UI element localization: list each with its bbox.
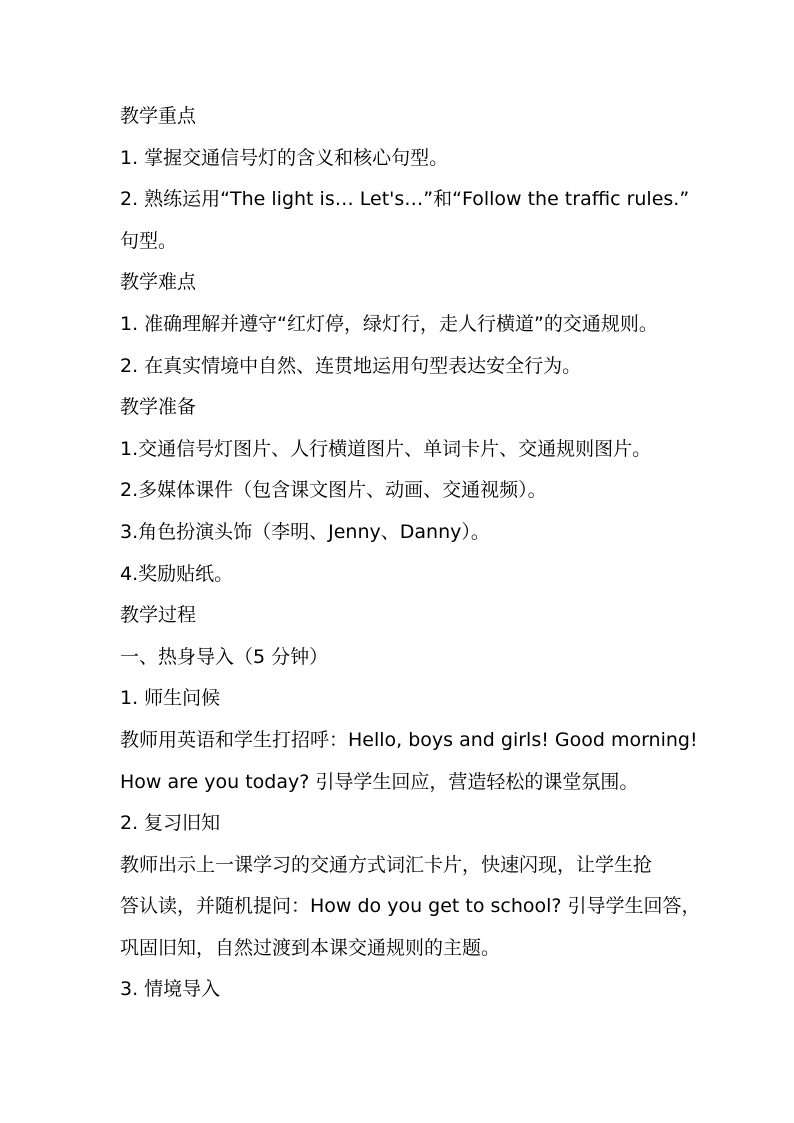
process-paragraph-line: 答认读，并随机提问：How do you get to school? 引导学生回答， bbox=[120, 895, 701, 918]
section-heading-difficulties: 教学难点 bbox=[120, 271, 197, 294]
preparation-4: 4.奖励贴纸。 bbox=[120, 562, 234, 585]
preparation-3: 3.角色扮演头饰（李明、Jenny、Danny）。 bbox=[120, 520, 490, 543]
key-point-2-continued: 句型。 bbox=[120, 229, 178, 252]
process-item-scenario: 3. 情境导入 bbox=[120, 978, 221, 1001]
section-heading-preparation: 教学准备 bbox=[120, 396, 197, 419]
document-body bbox=[120, 96, 700, 1011]
preparation-1: 1.交通信号灯图片、人行横道图片、单词卡片、交通规则图片。 bbox=[120, 437, 652, 460]
preparation-2: 2.多媒体课件（包含课文图片、动画、交通视频）。 bbox=[120, 479, 547, 502]
process-step-heading: 一、热身导入（5 分钟） bbox=[120, 645, 329, 668]
key-point-1: 1. 掌握交通信号灯的含义和核心句型。 bbox=[120, 146, 449, 169]
difficulty-1: 1. 准确理解并遵守“红灯停，绿灯行，走人行横道”的交通规则。 bbox=[120, 312, 658, 335]
difficulty-2: 2. 在真实情境中自然、连贯地运用句型表达安全行为。 bbox=[120, 354, 582, 377]
process-item-review: 2. 复习旧知 bbox=[120, 812, 221, 835]
process-item-greeting: 1. 师生问候 bbox=[120, 687, 221, 710]
process-paragraph-line: How are you today? 引导学生回应，营造轻松的课堂氛围。 bbox=[120, 770, 639, 793]
key-point-2: 2. 熟练运用“The light is… Let's…”和“Follow the traffic rules.” bbox=[120, 188, 690, 211]
process-paragraph-line: 教师出示上一课学习的交通方式词汇卡片，快速闪现，让学生抢 bbox=[120, 853, 653, 876]
section-heading-process: 教学过程 bbox=[120, 604, 197, 627]
process-paragraph-line: 巩固旧知，自然过渡到本课交通规则的主题。 bbox=[120, 936, 501, 959]
section-heading-key-points: 教学重点 bbox=[120, 105, 197, 127]
process-paragraph-line: 教师用英语和学生打招呼：Hello, boys and girls! Good morning! bbox=[120, 728, 698, 751]
